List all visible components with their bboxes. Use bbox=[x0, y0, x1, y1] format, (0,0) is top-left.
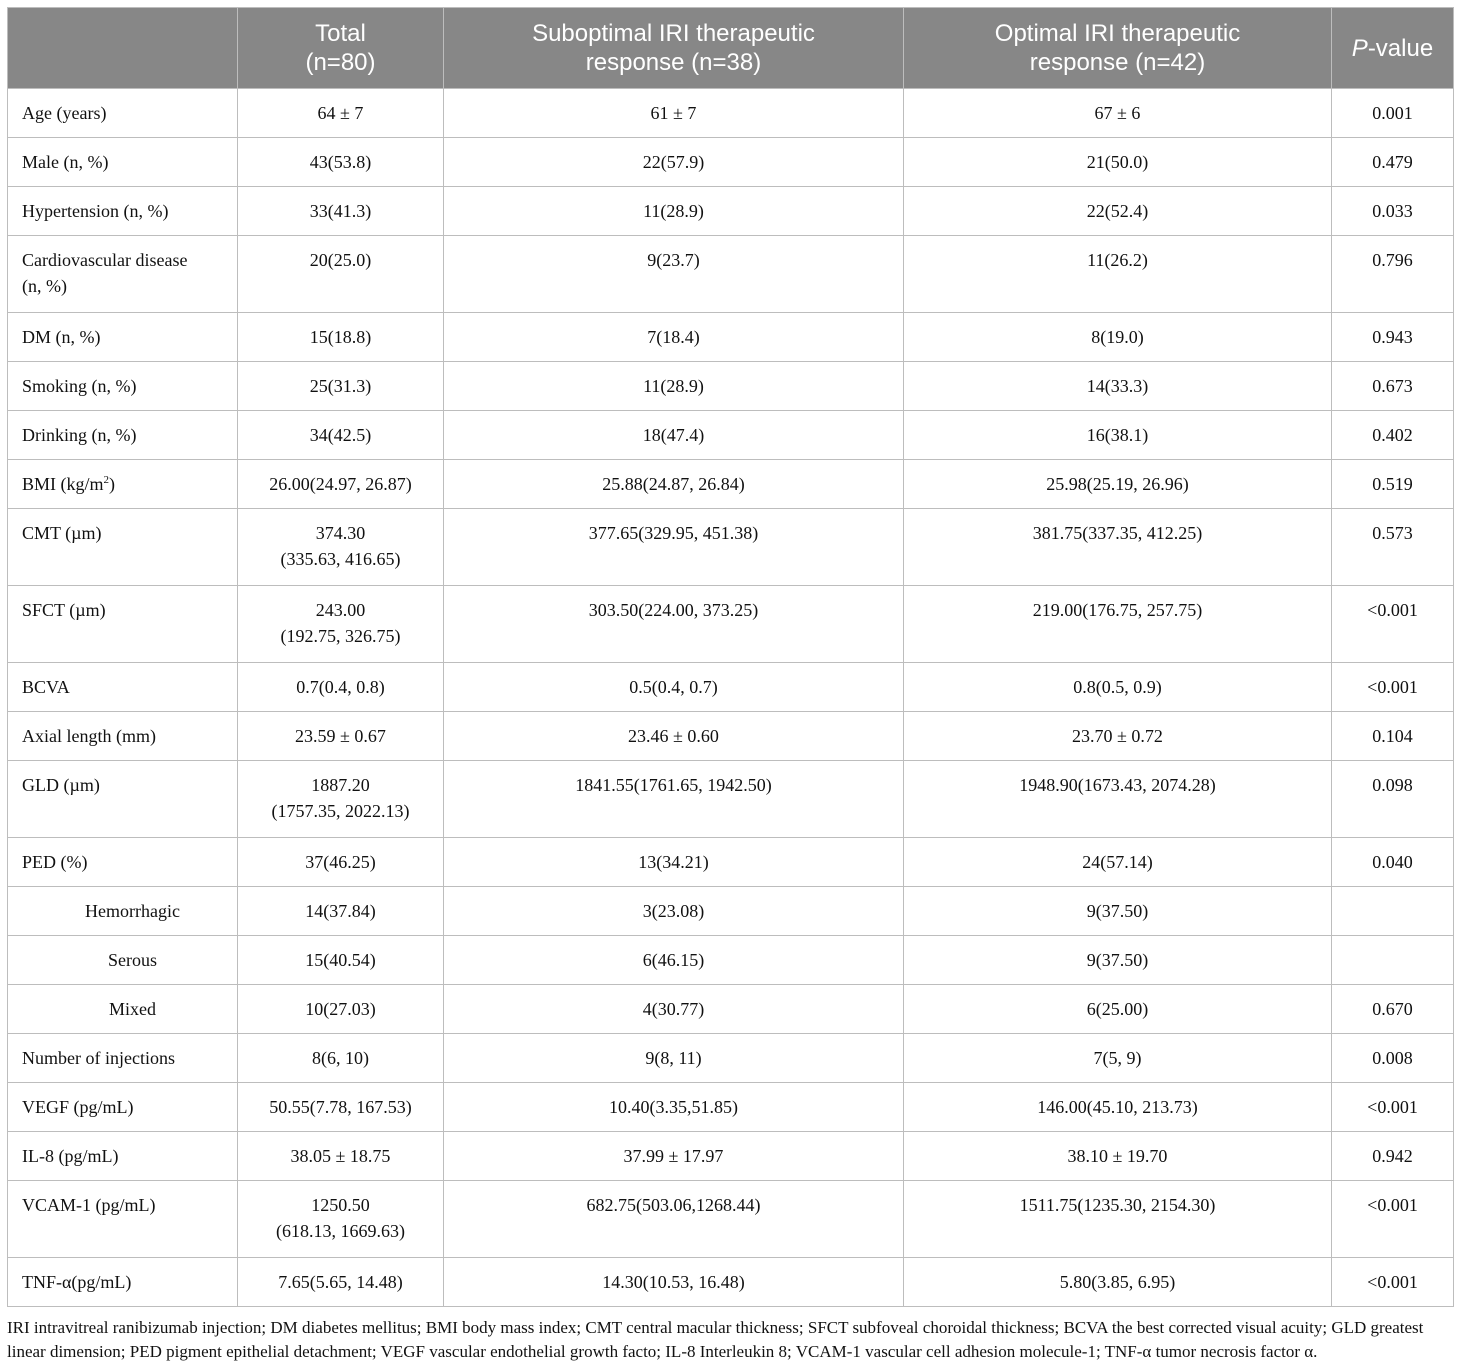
total-value: 15(18.8) bbox=[309, 327, 372, 347]
row-label: Age (years) bbox=[22, 103, 107, 123]
table-row bbox=[8, 1034, 1454, 1083]
row-label: TNF-α(pg/mL) bbox=[22, 1272, 132, 1292]
p-value-cell bbox=[1332, 236, 1454, 313]
p-value: <0.001 bbox=[1367, 600, 1418, 620]
table-container bbox=[7, 7, 1453, 1364]
suboptimal-value-cell bbox=[444, 411, 904, 460]
optimal-value-cell bbox=[904, 838, 1332, 887]
header-suboptimal bbox=[444, 8, 904, 89]
suboptimal-value-cell bbox=[444, 1034, 904, 1083]
total-value-line2: (192.75, 326.75) bbox=[280, 626, 401, 646]
optimal-value: 6(25.00) bbox=[1086, 999, 1149, 1019]
row-label: Drinking (n, %) bbox=[22, 425, 137, 445]
optimal-value: 1948.90(1673.43, 2074.28) bbox=[1019, 775, 1216, 795]
table-row bbox=[8, 362, 1454, 411]
header-p-value bbox=[1332, 8, 1454, 89]
p-value: 0.519 bbox=[1372, 474, 1413, 494]
suboptimal-value-cell bbox=[444, 138, 904, 187]
optimal-value-cell bbox=[904, 187, 1332, 236]
row-label-tail: ) bbox=[109, 474, 116, 494]
optimal-value-cell bbox=[904, 1034, 1332, 1083]
optimal-value-cell bbox=[904, 1181, 1332, 1258]
row-label: GLD (µm) bbox=[22, 775, 100, 795]
table-row bbox=[8, 761, 1454, 838]
row-label-cell bbox=[8, 1083, 238, 1132]
total-value-cell bbox=[238, 712, 444, 761]
row-label-cell bbox=[8, 936, 238, 985]
optimal-value-cell bbox=[904, 761, 1332, 838]
p-value-cell bbox=[1332, 509, 1454, 586]
row-label-cell bbox=[8, 411, 238, 460]
suboptimal-value: 37.99 ± 17.97 bbox=[623, 1146, 724, 1166]
row-label: Smoking (n, %) bbox=[22, 376, 137, 396]
total-value: 1887.20 bbox=[311, 775, 370, 795]
suboptimal-value: 0.5(0.4, 0.7) bbox=[629, 677, 718, 697]
p-value-cell bbox=[1332, 1083, 1454, 1132]
total-value: 50.55(7.78, 167.53) bbox=[269, 1097, 412, 1117]
table-body bbox=[8, 89, 1454, 1307]
suboptimal-value: 18(47.4) bbox=[642, 425, 705, 445]
total-value: 1250.50 bbox=[311, 1195, 370, 1215]
total-value-cell bbox=[238, 509, 444, 586]
header-suboptimal-line2: response (n=38) bbox=[585, 49, 762, 76]
suboptimal-value: 10.40(3.35,51.85) bbox=[609, 1097, 738, 1117]
optimal-value: 24(57.14) bbox=[1082, 852, 1153, 872]
total-value-line2: (335.63, 416.65) bbox=[280, 549, 401, 569]
row-label: Male (n, %) bbox=[22, 152, 109, 172]
p-value: <0.001 bbox=[1367, 677, 1418, 697]
optimal-value: 5.80(3.85, 6.95) bbox=[1059, 1272, 1176, 1292]
header-suboptimal-line1: Suboptimal IRI therapeutic bbox=[532, 20, 815, 47]
row-label-cell bbox=[8, 1034, 238, 1083]
optimal-value-cell bbox=[904, 985, 1332, 1034]
optimal-value: 146.00(45.10, 213.73) bbox=[1037, 1097, 1198, 1117]
row-label-cell bbox=[8, 187, 238, 236]
optimal-value-cell bbox=[904, 89, 1332, 138]
total-value-cell bbox=[238, 985, 444, 1034]
row-label-cell bbox=[8, 236, 238, 313]
suboptimal-value: 14.30(10.53, 16.48) bbox=[602, 1272, 745, 1292]
header-blank bbox=[8, 8, 238, 89]
p-value-cell bbox=[1332, 362, 1454, 411]
optimal-value: 38.10 ± 19.70 bbox=[1067, 1146, 1168, 1166]
row-label-cell bbox=[8, 712, 238, 761]
optimal-value-cell bbox=[904, 138, 1332, 187]
p-value-cell bbox=[1332, 187, 1454, 236]
optimal-value: 67 ± 6 bbox=[1094, 103, 1141, 123]
optimal-value-cell bbox=[904, 586, 1332, 663]
header-total bbox=[238, 8, 444, 89]
total-value: 10(27.03) bbox=[305, 999, 376, 1019]
p-value-cell bbox=[1332, 936, 1454, 985]
p-value: 0.098 bbox=[1372, 775, 1413, 795]
row-label-cell bbox=[8, 460, 238, 509]
total-value: 14(37.84) bbox=[305, 901, 376, 921]
total-value-cell bbox=[238, 838, 444, 887]
total-value: 23.59 ± 0.67 bbox=[295, 726, 386, 746]
row-label-cell bbox=[8, 663, 238, 712]
p-value-cell bbox=[1332, 1181, 1454, 1258]
optimal-value-cell bbox=[904, 712, 1332, 761]
table-row bbox=[8, 712, 1454, 761]
suboptimal-value: 61 ± 7 bbox=[650, 103, 697, 123]
total-value-cell bbox=[238, 89, 444, 138]
total-value-cell bbox=[238, 663, 444, 712]
row-label: Mixed bbox=[109, 999, 156, 1019]
table-row bbox=[8, 236, 1454, 313]
total-value-cell bbox=[238, 411, 444, 460]
header-total-line2: (n=80) bbox=[305, 49, 376, 76]
total-value-cell bbox=[238, 1181, 444, 1258]
total-value: 64 ± 7 bbox=[317, 103, 364, 123]
patient-characteristics-table bbox=[7, 7, 1454, 1307]
suboptimal-value-cell bbox=[444, 838, 904, 887]
table-row bbox=[8, 586, 1454, 663]
total-value-cell bbox=[238, 362, 444, 411]
row-label-cell bbox=[8, 838, 238, 887]
row-label: VCAM-1 (pg/mL) bbox=[22, 1195, 156, 1215]
row-label-cell bbox=[8, 362, 238, 411]
suboptimal-value: 7(18.4) bbox=[647, 327, 700, 347]
suboptimal-value: 303.50(224.00, 373.25) bbox=[588, 600, 759, 620]
total-value-line2: (1757.35, 2022.13) bbox=[271, 801, 410, 821]
header-optimal-line1: Optimal IRI therapeutic bbox=[994, 20, 1241, 47]
row-label: Serous bbox=[108, 950, 157, 970]
suboptimal-value-cell bbox=[444, 985, 904, 1034]
suboptimal-value-cell bbox=[444, 1132, 904, 1181]
optimal-value-cell bbox=[904, 887, 1332, 936]
suboptimal-value-cell bbox=[444, 1258, 904, 1307]
row-label-cell bbox=[8, 509, 238, 586]
total-value: 26.00(24.97, 26.87) bbox=[269, 474, 412, 494]
suboptimal-value: 4(30.77) bbox=[642, 999, 705, 1019]
table-row bbox=[8, 985, 1454, 1034]
suboptimal-value-cell bbox=[444, 887, 904, 936]
p-value-cell bbox=[1332, 313, 1454, 362]
row-label: BMI (kg/m bbox=[22, 474, 104, 494]
header-p-rest: -value bbox=[1367, 34, 1434, 62]
row-label-cell bbox=[8, 985, 238, 1034]
total-value-cell bbox=[238, 1083, 444, 1132]
p-value: 0.573 bbox=[1372, 523, 1413, 543]
header-p-italic: P bbox=[1351, 34, 1368, 62]
p-value: <0.001 bbox=[1367, 1272, 1418, 1292]
row-label-cell bbox=[8, 1132, 238, 1181]
table-row bbox=[8, 838, 1454, 887]
suboptimal-value: 1841.55(1761.65, 1942.50) bbox=[575, 775, 772, 795]
table-row bbox=[8, 138, 1454, 187]
header-optimal bbox=[904, 8, 1332, 89]
row-label: IL-8 (pg/mL) bbox=[22, 1146, 119, 1166]
table-row bbox=[8, 411, 1454, 460]
table-row bbox=[8, 1132, 1454, 1181]
suboptimal-value: 377.65(329.95, 451.38) bbox=[588, 523, 759, 543]
total-value-cell bbox=[238, 236, 444, 313]
total-value: 20(25.0) bbox=[309, 250, 372, 270]
row-label: BCVA bbox=[22, 677, 70, 697]
table-row bbox=[8, 313, 1454, 362]
total-value: 43(53.8) bbox=[309, 152, 372, 172]
optimal-value: 16(38.1) bbox=[1086, 425, 1149, 445]
optimal-value: 1511.75(1235.30, 2154.30) bbox=[1019, 1195, 1216, 1215]
table-footnote: IRI intravitreal ranibizumab injection; DM diabetes mellitus; BMI body mass index; CMT central macular thickness; SFCT subfoveal choroidal thickness; BCVA the best corrected visual acuity; GLD greatest linear dimension; PED pigment epithelial detachment; VEGF vascular endothelial growth facto; IL-8 Interleukin 8; VCAM-1 vascular cell adhesion molecule-1; TNF-α tumor necrosis factor α. bbox=[7, 1318, 1424, 1361]
row-label-cell bbox=[8, 89, 238, 138]
optimal-value-cell bbox=[904, 936, 1332, 985]
p-value-cell bbox=[1332, 663, 1454, 712]
suboptimal-value: 13(34.21) bbox=[638, 852, 709, 872]
optimal-value: 7(5, 9) bbox=[1093, 1048, 1142, 1068]
row-label: Number of injections bbox=[22, 1048, 175, 1068]
row-label-superscript: 2 bbox=[103, 474, 110, 486]
total-value: 38.05 ± 18.75 bbox=[290, 1146, 391, 1166]
p-value-cell bbox=[1332, 460, 1454, 509]
total-value: 34(42.5) bbox=[309, 425, 372, 445]
optimal-value-cell bbox=[904, 460, 1332, 509]
total-value: 33(41.3) bbox=[309, 201, 372, 221]
total-value-cell bbox=[238, 1132, 444, 1181]
optimal-value: 381.75(337.35, 412.25) bbox=[1032, 523, 1203, 543]
p-value-cell bbox=[1332, 985, 1454, 1034]
optimal-value: 21(50.0) bbox=[1086, 152, 1149, 172]
row-label: SFCT (µm) bbox=[22, 600, 106, 620]
total-value-line2: (618.13, 1669.63) bbox=[276, 1221, 405, 1241]
p-value: 0.942 bbox=[1372, 1146, 1413, 1166]
row-label: DM (n, %) bbox=[22, 327, 101, 347]
total-value-cell bbox=[238, 313, 444, 362]
suboptimal-value: 11(28.9) bbox=[643, 201, 704, 221]
total-value: 25(31.3) bbox=[309, 376, 372, 396]
p-value: 0.402 bbox=[1372, 425, 1413, 445]
suboptimal-value: 22(57.9) bbox=[642, 152, 705, 172]
p-value-cell bbox=[1332, 1258, 1454, 1307]
total-value-cell bbox=[238, 138, 444, 187]
suboptimal-value-cell bbox=[444, 712, 904, 761]
total-value-cell bbox=[238, 761, 444, 838]
suboptimal-value-cell bbox=[444, 89, 904, 138]
optimal-value: 8(19.0) bbox=[1091, 327, 1144, 347]
suboptimal-value: 9(8, 11) bbox=[645, 1048, 702, 1068]
p-value: 0.104 bbox=[1372, 726, 1413, 746]
row-label: Hypertension (n, %) bbox=[22, 201, 169, 221]
suboptimal-value: 25.88(24.87, 26.84) bbox=[602, 474, 745, 494]
optimal-value-cell bbox=[904, 313, 1332, 362]
optimal-value-cell bbox=[904, 1083, 1332, 1132]
header-row bbox=[8, 8, 1454, 89]
row-label: Cardiovascular disease bbox=[22, 250, 188, 270]
p-value-cell bbox=[1332, 411, 1454, 460]
p-value-cell bbox=[1332, 761, 1454, 838]
suboptimal-value-cell bbox=[444, 1083, 904, 1132]
row-label-cell bbox=[8, 887, 238, 936]
p-value-cell bbox=[1332, 887, 1454, 936]
row-label-cell bbox=[8, 1181, 238, 1258]
p-value-cell bbox=[1332, 1034, 1454, 1083]
optimal-value: 219.00(176.75, 257.75) bbox=[1032, 600, 1203, 620]
optimal-value-cell bbox=[904, 663, 1332, 712]
p-value-cell bbox=[1332, 712, 1454, 761]
row-label: VEGF (pg/mL) bbox=[22, 1097, 134, 1117]
p-value-cell bbox=[1332, 1132, 1454, 1181]
suboptimal-value-cell bbox=[444, 1181, 904, 1258]
p-value: 0.479 bbox=[1372, 152, 1413, 172]
total-value-cell bbox=[238, 187, 444, 236]
optimal-value: 14(33.3) bbox=[1086, 376, 1149, 396]
total-value-cell bbox=[238, 887, 444, 936]
row-label: Axial length (mm) bbox=[22, 726, 156, 746]
suboptimal-value-cell bbox=[444, 761, 904, 838]
row-label-cell bbox=[8, 313, 238, 362]
p-value: 0.040 bbox=[1372, 852, 1413, 872]
table-row bbox=[8, 509, 1454, 586]
table-row bbox=[8, 89, 1454, 138]
suboptimal-value-cell bbox=[444, 236, 904, 313]
p-value: 0.670 bbox=[1372, 999, 1413, 1019]
row-label-cell bbox=[8, 761, 238, 838]
suboptimal-value: 682.75(503.06,1268.44) bbox=[586, 1195, 761, 1215]
optimal-value-cell bbox=[904, 1258, 1332, 1307]
optimal-value: 9(37.50) bbox=[1086, 901, 1149, 921]
table-row bbox=[8, 663, 1454, 712]
p-value: <0.001 bbox=[1367, 1097, 1418, 1117]
total-value: 15(40.54) bbox=[305, 950, 376, 970]
p-value-cell bbox=[1332, 138, 1454, 187]
optimal-value: 25.98(25.19, 26.96) bbox=[1046, 474, 1189, 494]
optimal-value: 0.8(0.5, 0.9) bbox=[1073, 677, 1162, 697]
suboptimal-value-cell bbox=[444, 460, 904, 509]
row-label: CMT (µm) bbox=[22, 523, 102, 543]
p-value: 0.796 bbox=[1372, 250, 1413, 270]
suboptimal-value: 23.46 ± 0.60 bbox=[628, 726, 719, 746]
total-value: 37(46.25) bbox=[305, 852, 376, 872]
p-value-cell bbox=[1332, 586, 1454, 663]
p-value: 0.033 bbox=[1372, 201, 1413, 221]
suboptimal-value-cell bbox=[444, 586, 904, 663]
row-label-cell bbox=[8, 586, 238, 663]
table-row bbox=[8, 1083, 1454, 1132]
table-row bbox=[8, 936, 1454, 985]
table-row bbox=[8, 1181, 1454, 1258]
suboptimal-value: 11(28.9) bbox=[643, 376, 704, 396]
total-value-cell bbox=[238, 460, 444, 509]
header-optimal-line2: response (n=42) bbox=[1029, 49, 1206, 76]
p-value-cell bbox=[1332, 838, 1454, 887]
header-total-line1: Total bbox=[315, 20, 366, 47]
total-value-cell bbox=[238, 1034, 444, 1083]
suboptimal-value-cell bbox=[444, 663, 904, 712]
row-label-cell bbox=[8, 1258, 238, 1307]
optimal-value-cell bbox=[904, 236, 1332, 313]
suboptimal-value-cell bbox=[444, 313, 904, 362]
suboptimal-value: 3(23.08) bbox=[642, 901, 705, 921]
optimal-value-cell bbox=[904, 362, 1332, 411]
table-row bbox=[8, 460, 1454, 509]
table-row bbox=[8, 1258, 1454, 1307]
optimal-value: 11(26.2) bbox=[1087, 250, 1148, 270]
suboptimal-value: 6(46.15) bbox=[642, 950, 705, 970]
total-value: 374.30 bbox=[315, 523, 366, 543]
total-value-cell bbox=[238, 586, 444, 663]
optimal-value-cell bbox=[904, 411, 1332, 460]
row-label-line2: (n, %) bbox=[22, 276, 67, 296]
optimal-value: 23.70 ± 0.72 bbox=[1072, 726, 1163, 746]
table-row bbox=[8, 187, 1454, 236]
suboptimal-value-cell bbox=[444, 936, 904, 985]
total-value: 8(6, 10) bbox=[312, 1048, 369, 1068]
total-value-cell bbox=[238, 936, 444, 985]
total-value: 243.00 bbox=[315, 600, 366, 620]
row-label-cell bbox=[8, 138, 238, 187]
row-label: PED (%) bbox=[22, 852, 88, 872]
suboptimal-value-cell bbox=[444, 187, 904, 236]
p-value: 0.943 bbox=[1372, 327, 1413, 347]
suboptimal-value-cell bbox=[444, 509, 904, 586]
optimal-value: 9(37.50) bbox=[1086, 950, 1149, 970]
suboptimal-value: 9(23.7) bbox=[647, 250, 700, 270]
p-value: 0.001 bbox=[1372, 103, 1413, 123]
p-value-cell bbox=[1332, 89, 1454, 138]
optimal-value-cell bbox=[904, 509, 1332, 586]
total-value: 7.65(5.65, 14.48) bbox=[278, 1272, 403, 1292]
p-value: 0.673 bbox=[1372, 376, 1413, 396]
total-value: 0.7(0.4, 0.8) bbox=[296, 677, 385, 697]
suboptimal-value-cell bbox=[444, 362, 904, 411]
row-label: Hemorrhagic bbox=[85, 901, 180, 921]
optimal-value: 22(52.4) bbox=[1086, 201, 1149, 221]
optimal-value-cell bbox=[904, 1132, 1332, 1181]
p-value: <0.001 bbox=[1367, 1195, 1418, 1215]
total-value-cell bbox=[238, 1258, 444, 1307]
p-value: 0.008 bbox=[1372, 1048, 1413, 1068]
table-row bbox=[8, 887, 1454, 936]
